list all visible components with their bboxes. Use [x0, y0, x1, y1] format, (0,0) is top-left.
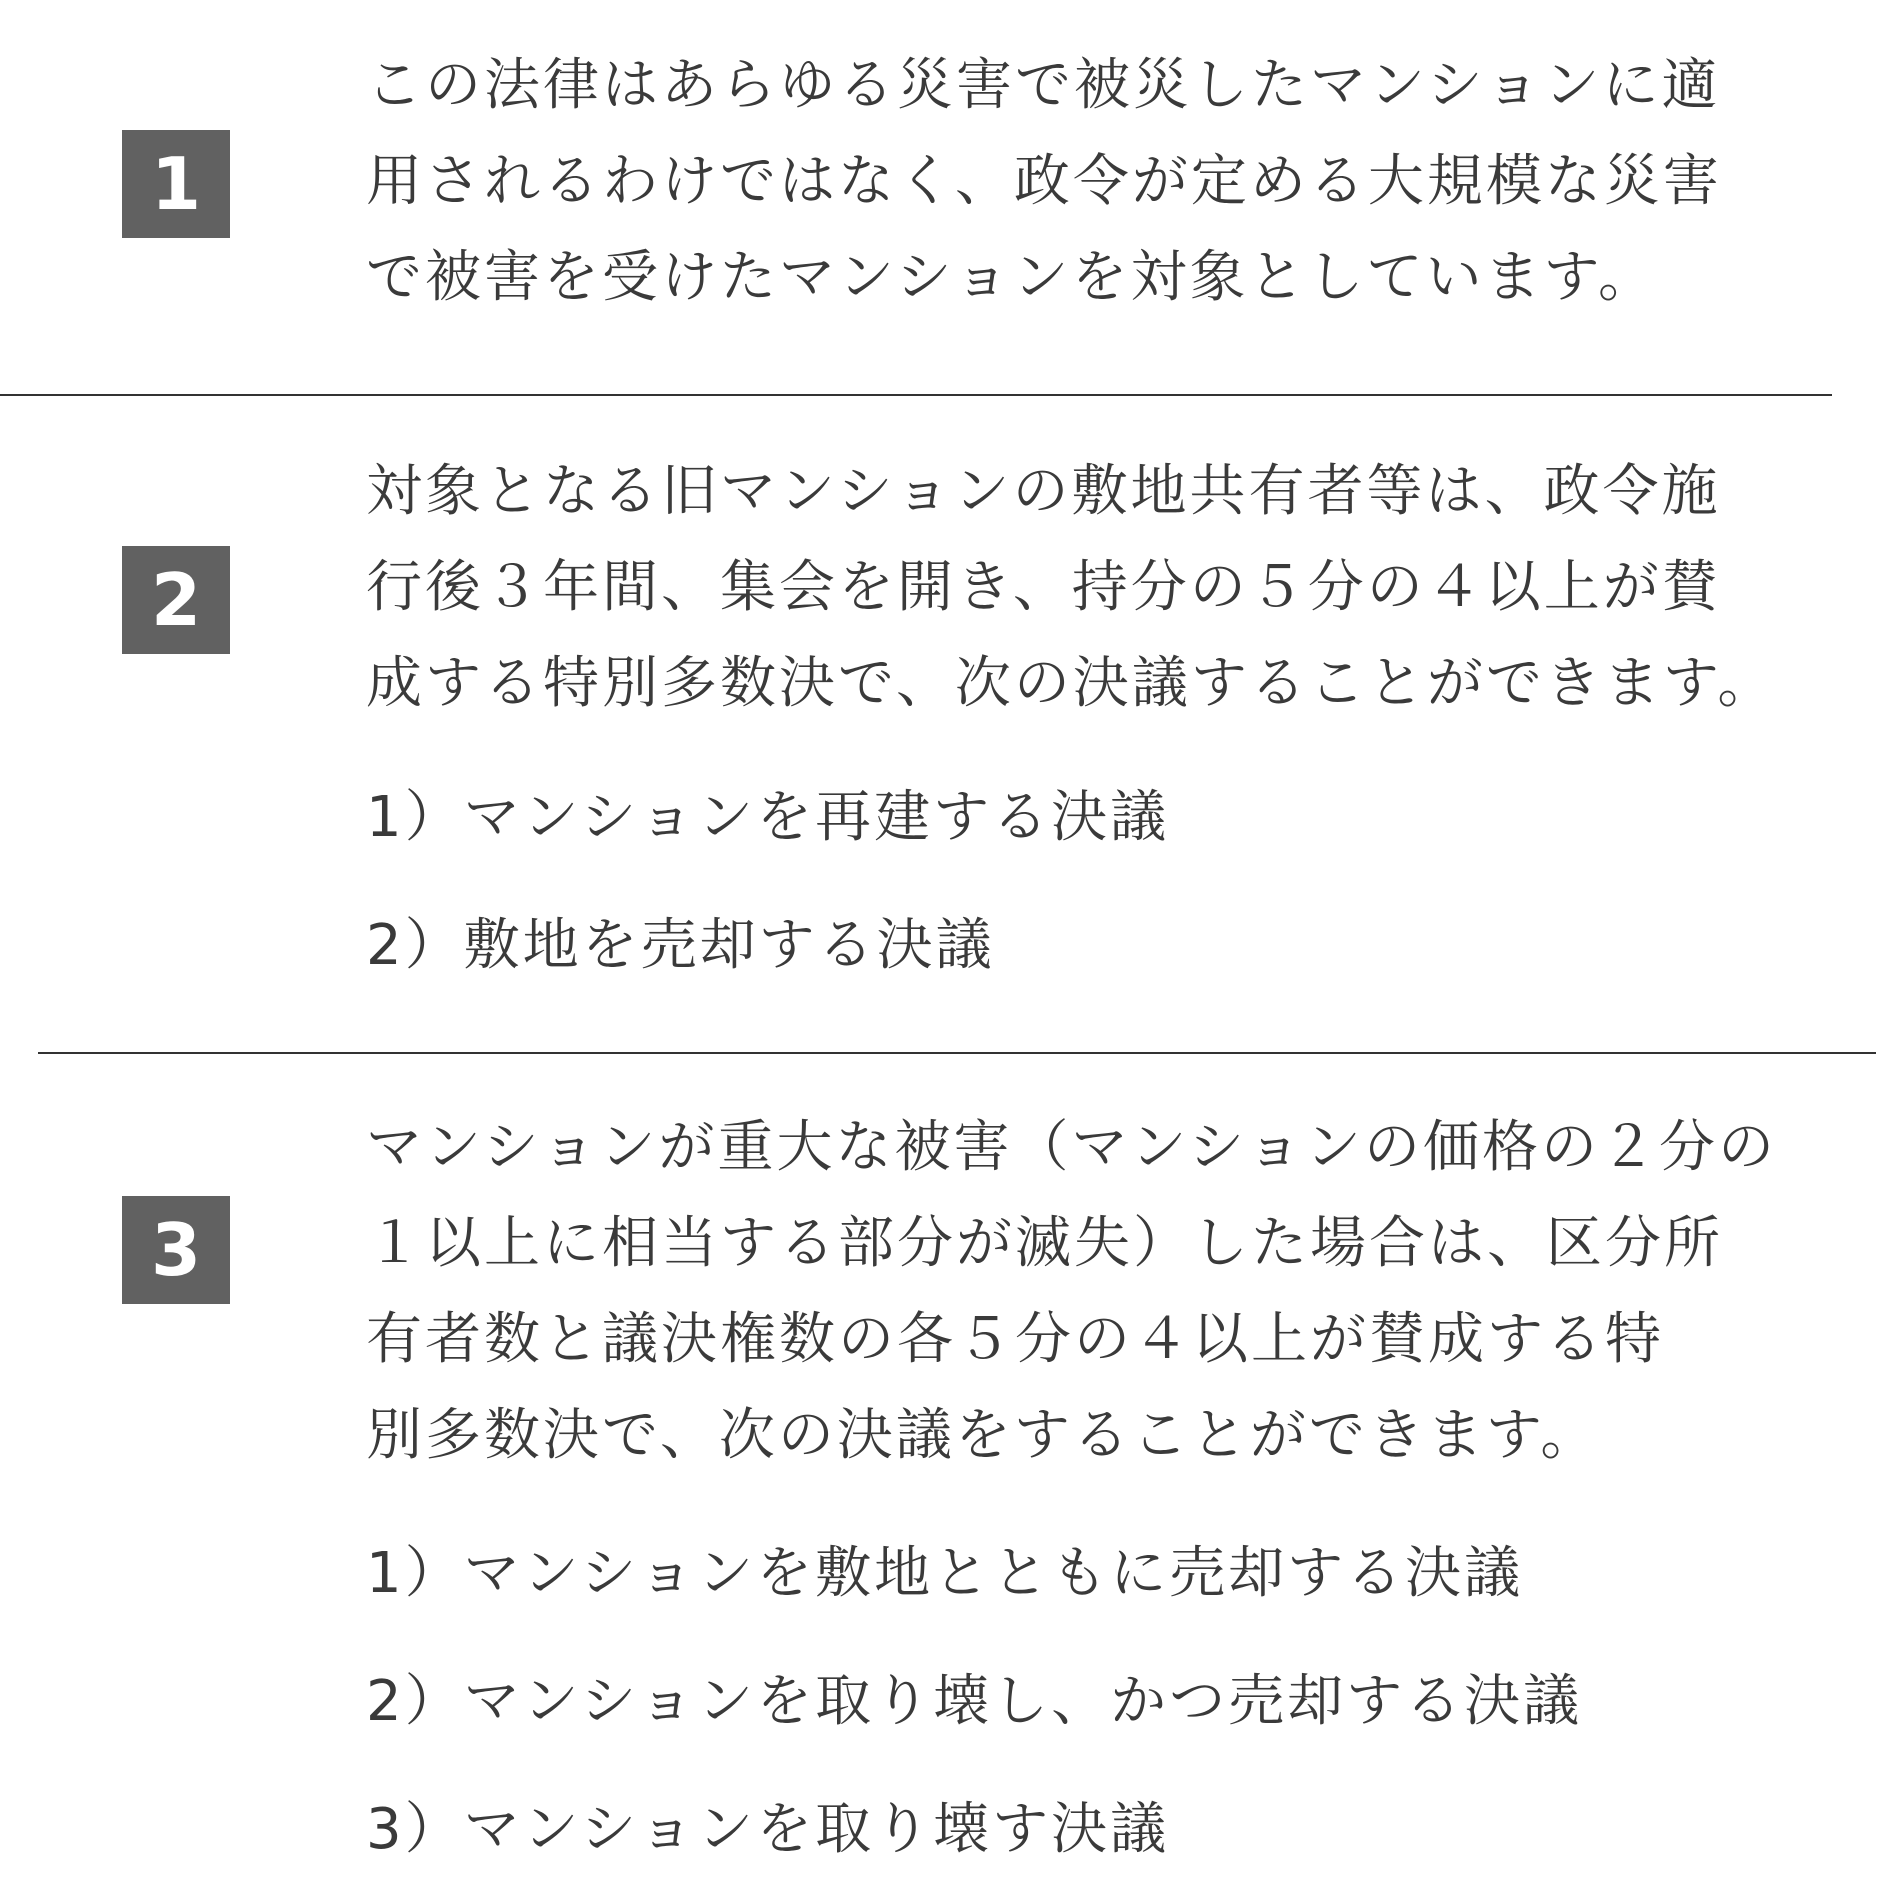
section-3-line-3: 有者数と議決権数の各５分の４以上が賛成する特 [366, 1307, 1664, 1372]
section-number-badge-3: 3 [122, 1196, 230, 1304]
section-2-item-2: 2）敷地を売却する決議 [366, 913, 995, 978]
divider-1 [0, 394, 1832, 396]
section-2-line-1: 対象となる旧マンションの敷地共有者等は、政令施 [366, 459, 1721, 524]
section-2-item-1: 1）マンションを再建する決議 [366, 785, 1170, 850]
section-2-line-3: 成する特別多数決で、次の決議することができます。 [366, 651, 1777, 716]
section-3-item-1: 1）マンションを敷地とともに売却する決議 [366, 1541, 1524, 1606]
section-1-line-1: この法律はあらゆる災害で被災したマンションに適 [366, 53, 1721, 118]
section-1-line-2: 用されるわけではなく、政令が定める大規模な災害 [366, 149, 1722, 214]
section-1-text [366, 38, 1722, 326]
section-3-item-2: 2）マンションを取り壊し、かつ売却する決議 [366, 1669, 1583, 1734]
section-3-item-3: 3）マンションを取り壊す決議 [366, 1797, 1170, 1862]
section-1-line-3: で被害を受けたマンションを対象としています。 [366, 245, 1657, 310]
section-2-text [366, 444, 1776, 732]
section-3-line-1: マンションが重大な被害（マンションの価格の２分の [366, 1115, 1777, 1180]
section-2-line-2: 行後３年間、集会を開き、持分の５分の４以上が賛 [366, 555, 1721, 620]
section-number-badge-2: 2 [122, 546, 230, 654]
section-3-line-4: 別多数決で、次の決議をすることができます。 [366, 1403, 1600, 1468]
section-3-line-2: １以上に相当する部分が滅失）した場合は、区分所 [366, 1211, 1723, 1276]
section-number-badge-1: 1 [122, 130, 230, 238]
section-3-text [366, 1100, 1777, 1484]
divider-2 [38, 1052, 1876, 1054]
